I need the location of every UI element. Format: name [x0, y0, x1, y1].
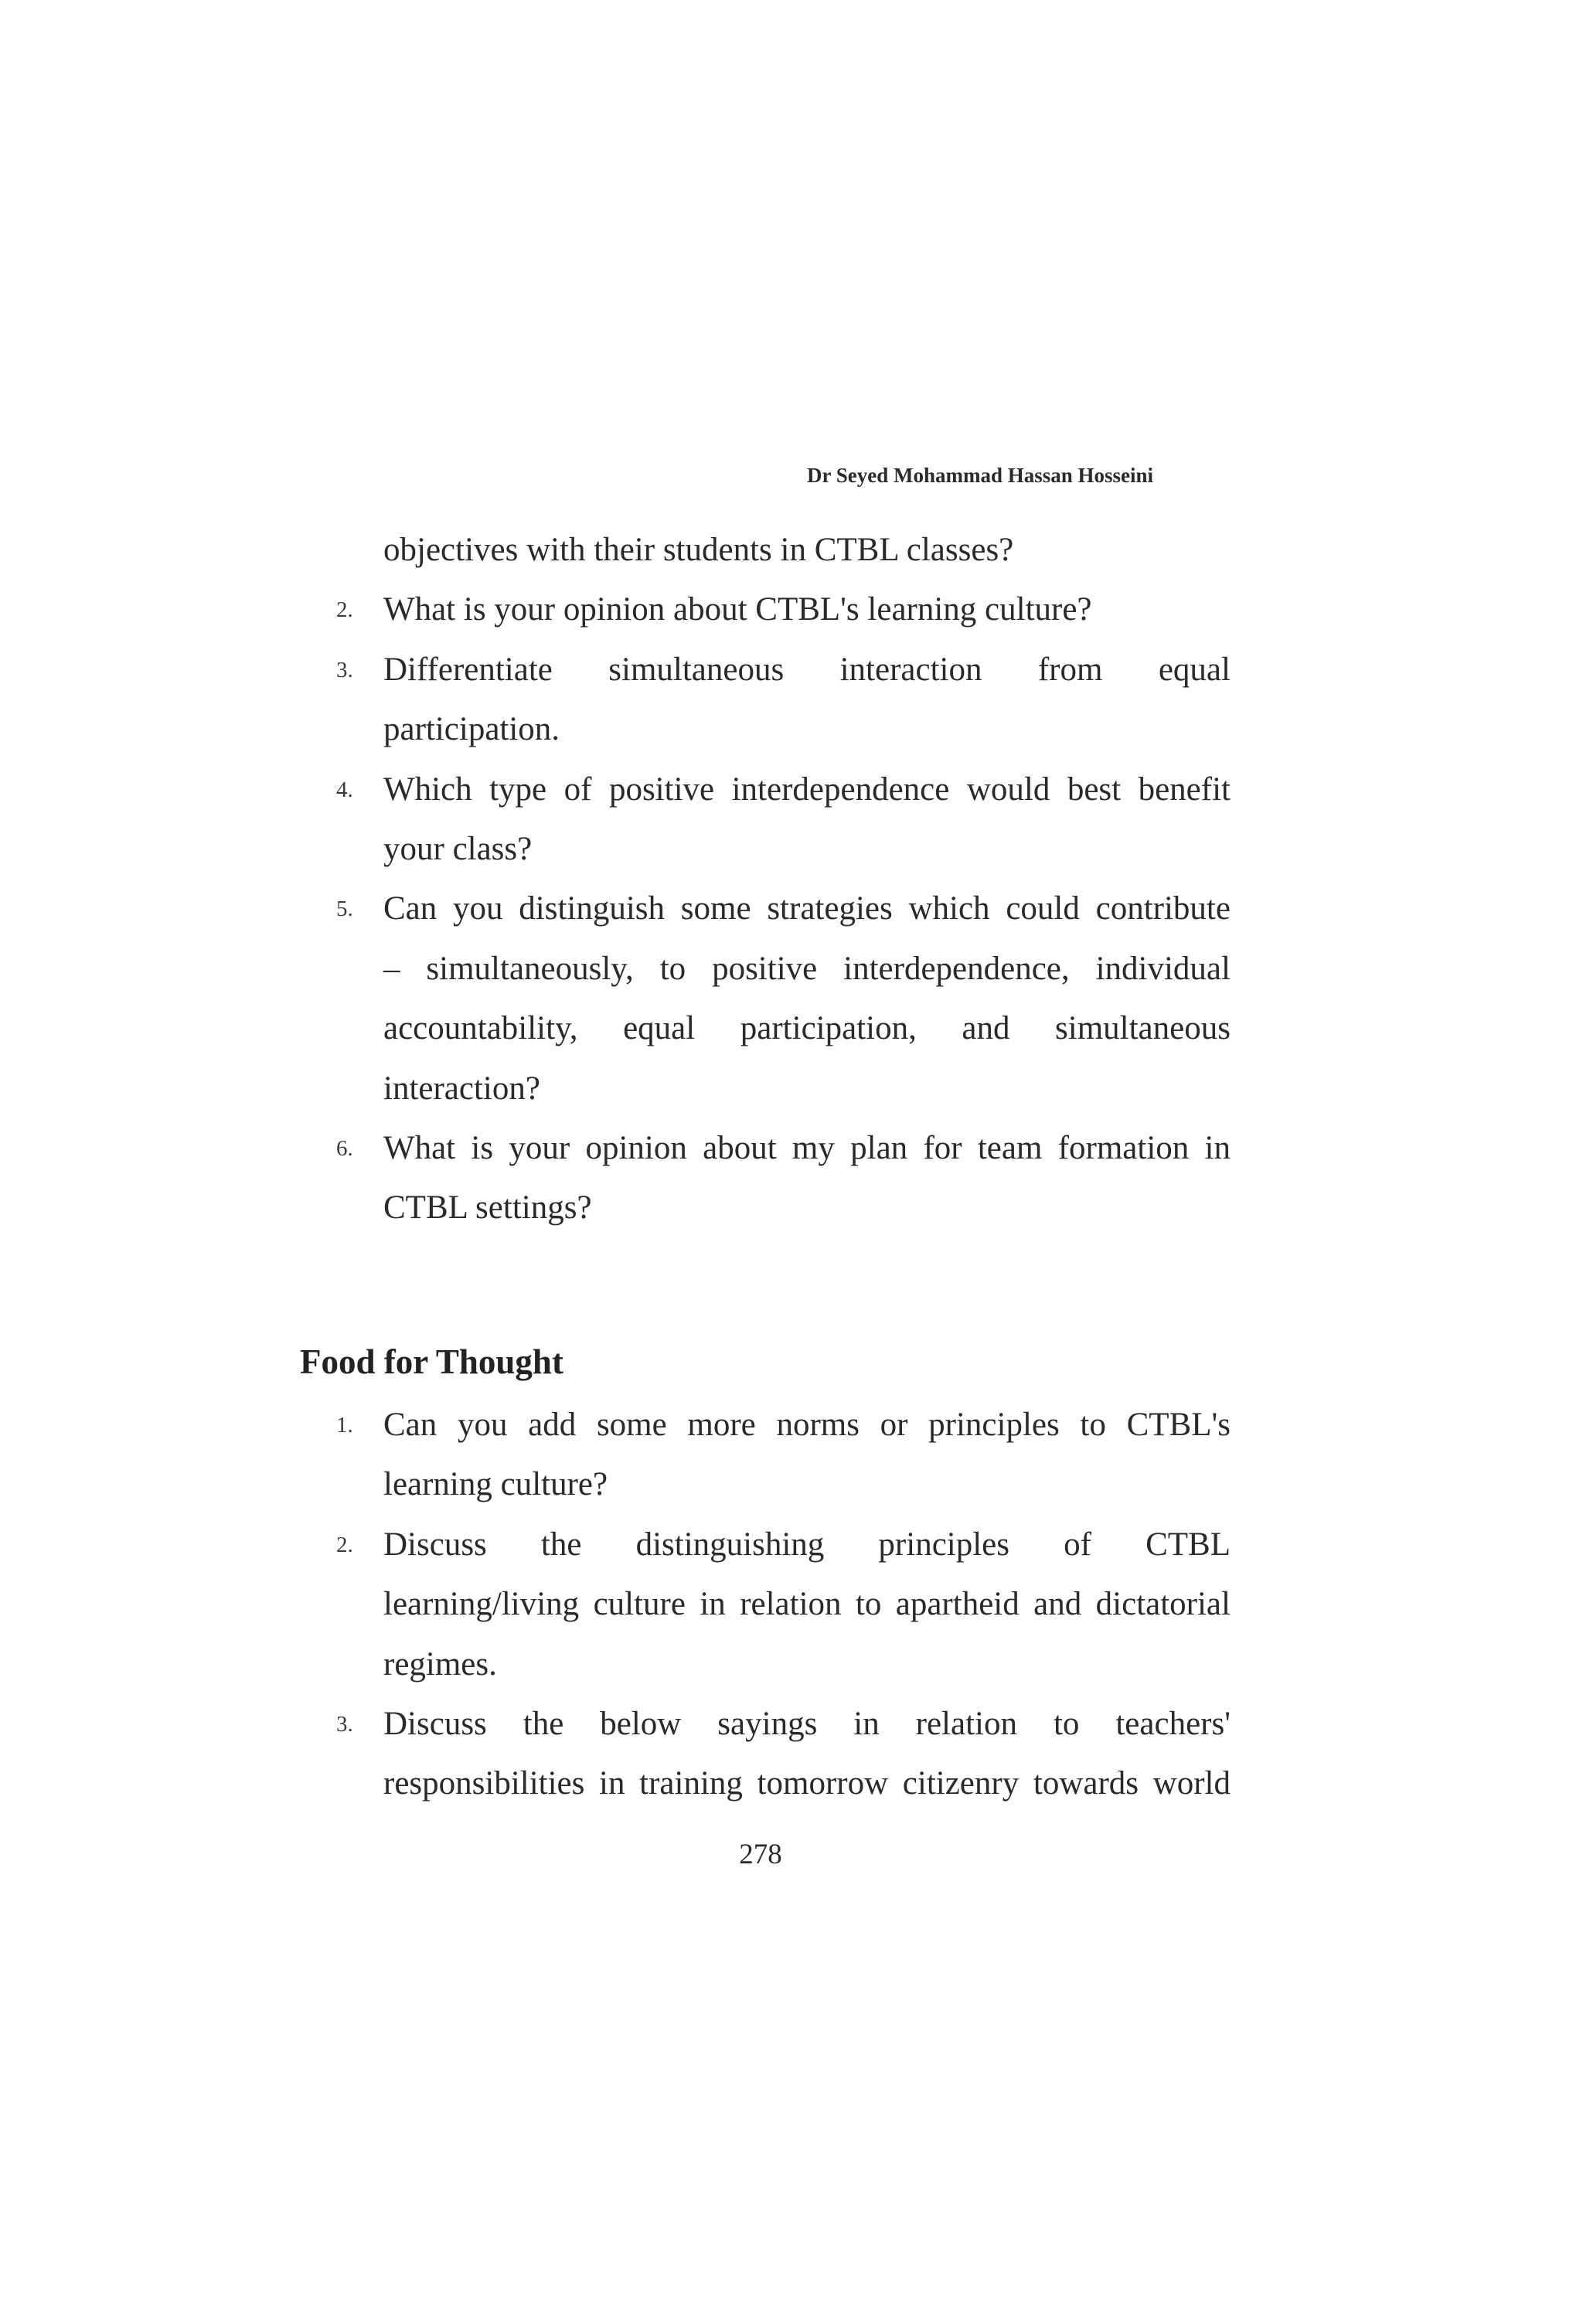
word: which — [908, 890, 990, 927]
word: or — [880, 1407, 908, 1443]
word: simultaneous — [1055, 1010, 1231, 1047]
word: relation — [740, 1586, 842, 1623]
word: you — [453, 890, 503, 927]
word: team — [977, 1130, 1043, 1166]
word: you — [457, 1407, 508, 1443]
word: in — [1204, 1130, 1231, 1166]
word: type — [489, 771, 547, 808]
word: Differentiate — [383, 651, 553, 688]
list-item-line: participation. — [383, 711, 560, 748]
word: about — [703, 1130, 777, 1166]
word: interaction — [839, 651, 982, 688]
word: training — [639, 1765, 743, 1802]
list-item-number: 3. — [336, 657, 353, 682]
word: culture — [593, 1586, 686, 1623]
word: for — [923, 1130, 962, 1166]
word: the — [523, 1706, 564, 1742]
list-item-line — [383, 1128, 1231, 1169]
list-item-line: regimes. — [383, 1645, 497, 1683]
list-item-line: interaction? — [383, 1070, 540, 1107]
list-item-number: 2. — [336, 597, 353, 623]
page-number: 278 — [739, 1839, 782, 1870]
word: benefit — [1138, 771, 1231, 808]
word: in — [853, 1706, 880, 1742]
word: opinion — [585, 1130, 687, 1166]
word: What — [383, 1130, 456, 1166]
list-item-line — [383, 1009, 1231, 1049]
word: could — [1006, 890, 1080, 927]
word: positive — [712, 950, 818, 987]
section-heading: Food for Thought — [300, 1342, 563, 1381]
word: relation — [915, 1706, 1017, 1742]
word: distinguish — [519, 890, 666, 927]
word: strategies — [767, 890, 893, 927]
word: positive — [608, 771, 715, 808]
word: Can — [383, 1407, 437, 1443]
word: formation — [1057, 1130, 1190, 1166]
word: citizenry — [902, 1765, 1020, 1802]
list-item-line: your class? — [383, 831, 533, 867]
word: below — [600, 1706, 682, 1742]
word: contribute — [1095, 890, 1231, 927]
word: norms — [776, 1407, 860, 1443]
word: would — [966, 771, 1050, 808]
word: interdependence, — [843, 950, 1070, 987]
word: some — [596, 1407, 667, 1443]
word: world — [1152, 1765, 1231, 1802]
word: the — [540, 1526, 582, 1563]
word: equal — [623, 1010, 696, 1047]
word: simultaneously, — [426, 950, 634, 987]
list-item-number: 2. — [336, 1532, 353, 1557]
word: and — [1033, 1586, 1082, 1623]
word: individual — [1095, 950, 1231, 987]
word: Which — [383, 771, 472, 808]
word: CTBL's — [1126, 1407, 1231, 1443]
list-item-line — [383, 770, 1231, 810]
list-item-line — [383, 949, 1231, 989]
word: Discuss — [383, 1526, 487, 1563]
list-item-line: learning culture? — [383, 1466, 608, 1503]
word: responsibilities — [383, 1765, 585, 1802]
word: to — [855, 1586, 882, 1623]
word: dictatorial — [1095, 1586, 1231, 1623]
list-item-number: 4. — [336, 777, 353, 802]
word: principles — [878, 1526, 1009, 1563]
word: Can — [383, 890, 437, 927]
list-item-number: 6. — [336, 1136, 353, 1161]
word: in — [599, 1765, 625, 1802]
word: more — [687, 1407, 756, 1443]
word: CTBL — [1146, 1526, 1231, 1563]
word: principles — [928, 1407, 1060, 1443]
word: plan — [850, 1130, 908, 1166]
word: to — [1053, 1706, 1080, 1742]
word: of — [563, 771, 592, 808]
word: best — [1067, 771, 1122, 808]
running-header: Dr Seyed Mohammad Hassan Hosseini — [807, 464, 1154, 487]
list-item-number: 5. — [336, 897, 353, 922]
list-item-line — [383, 650, 1231, 690]
list-item-line: What is your opinion about CTBL's learning culture? — [383, 591, 1092, 628]
word: and — [962, 1010, 1010, 1047]
list-item-line — [383, 1704, 1231, 1744]
word: add — [528, 1407, 577, 1443]
word: interdependence — [731, 771, 950, 808]
word: of — [1064, 1526, 1091, 1563]
list-item-line: objectives with their students in CTBL classes? — [383, 532, 1014, 568]
word: to — [1080, 1407, 1106, 1443]
word: from — [1037, 651, 1103, 688]
word: your — [509, 1130, 570, 1166]
list-item-line — [383, 889, 1231, 929]
word: my — [792, 1130, 835, 1166]
word: – — [383, 950, 400, 987]
word: tomorrow — [757, 1765, 889, 1802]
list-item-line — [383, 1764, 1231, 1804]
word: accountability, — [383, 1010, 578, 1047]
word: is — [471, 1130, 494, 1166]
word: some — [680, 890, 751, 927]
list-item-line — [383, 1584, 1231, 1625]
list-item-number: 3. — [336, 1712, 353, 1737]
word: to — [659, 950, 686, 987]
word: simultaneous — [608, 651, 785, 688]
word: participation, — [740, 1010, 917, 1047]
list-item-line — [383, 1405, 1231, 1445]
word: distinguishing — [635, 1526, 825, 1563]
word: towards — [1033, 1765, 1139, 1802]
word: learning/living — [383, 1586, 580, 1623]
word: equal — [1158, 651, 1231, 688]
list-item-line: CTBL settings? — [383, 1189, 592, 1227]
list-item-number: 1. — [336, 1413, 353, 1438]
word: teachers' — [1115, 1706, 1231, 1742]
word: Discuss — [383, 1706, 487, 1742]
word: in — [700, 1586, 726, 1623]
list-item-line — [383, 1525, 1231, 1565]
word: sayings — [717, 1706, 818, 1742]
word: apartheid — [895, 1586, 1020, 1623]
